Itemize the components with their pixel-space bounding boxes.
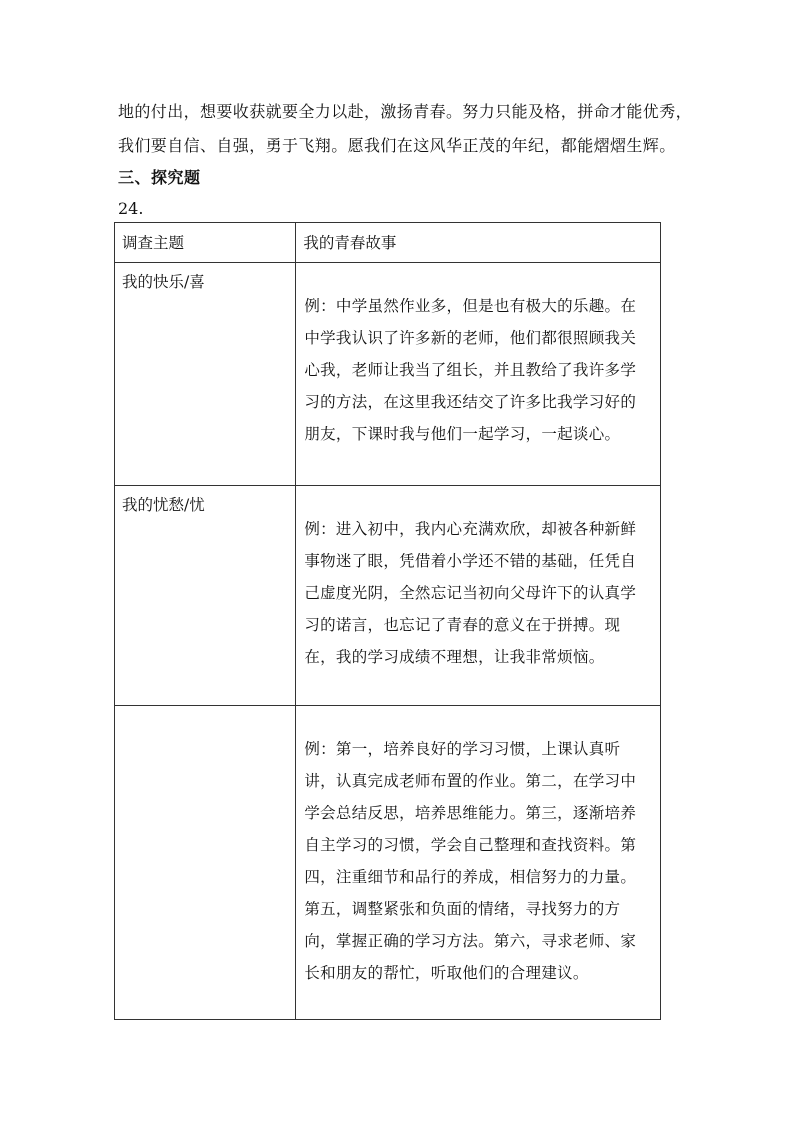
survey-table — [114, 222, 661, 1020]
topic-cell — [115, 486, 296, 706]
table-row — [115, 706, 661, 1020]
topic-worry-label: 我的忧愁/忧 — [122, 496, 205, 514]
intro-paragraph-line-1: 地的付出，想要收获就要全力以赴，激扬青春。努力只能及格，拼命才能优秀， — [118, 102, 693, 121]
topic-solution-label — [115, 706, 295, 714]
story-cell — [296, 486, 661, 706]
header-cell-topic — [115, 223, 296, 263]
header-cell-story — [296, 223, 661, 263]
table-row — [115, 486, 661, 706]
header-topic-label: 调查主题 — [122, 234, 185, 252]
table-header-row — [115, 223, 661, 263]
topic-joy-label: 我的快乐/喜 — [122, 273, 205, 291]
story-joy-text: 例：中学虽然作业多，但是也有极大的乐趣。在中学我认识了许多新的老师，他们都很照顾我关心我，老师让我当了组长，并且教给了我许多学习的方法，在这里我还结交了许多比我学习好的朋友，下课时我与他们一起学习，一起谈心。 — [304, 297, 637, 443]
topic-cell-empty — [115, 706, 296, 1020]
question-number: 24. — [118, 199, 144, 218]
story-worry-text: 例：进入初中，我内心充满欢欣，却被各种新鲜事物迷了眼，凭借着小学还不错的基础，任凭自己虚度光阴，全然忘记当初向父母许下的认真学习的诺言，也忘记了青春的意义在于拼搏。现在，我的学习成绩不理想，让我非常烦恼。 — [304, 520, 637, 666]
topic-cell — [115, 263, 296, 486]
section-heading: 三、探究题 — [118, 168, 201, 187]
intro-paragraph-line-2: 我们要自信、自强，勇于飞翔。愿我们在这风华正茂的年纪，都能熠熠生辉。 — [118, 136, 676, 155]
header-story-label: 我的青春故事 — [303, 234, 397, 252]
table-row — [115, 263, 661, 486]
story-solution-text: 例：第一，培养良好的学习习惯，上课认真听讲，认真完成老师布置的作业。第二，在学习中学会总结反思，培养思维能力。第三，逐渐培养自主学习的习惯，学会自己整理和查找资料。第四，注重细节和品行的养成，相信努力的力量。第五，调整紧张和负面的情绪，寻找努力的方向，掌握正确的学习方法。第六，寻求老师、家长和朋友的帮忙，听取他们的合理建议。 — [304, 740, 637, 982]
story-cell — [296, 263, 661, 486]
story-cell — [296, 706, 661, 1020]
